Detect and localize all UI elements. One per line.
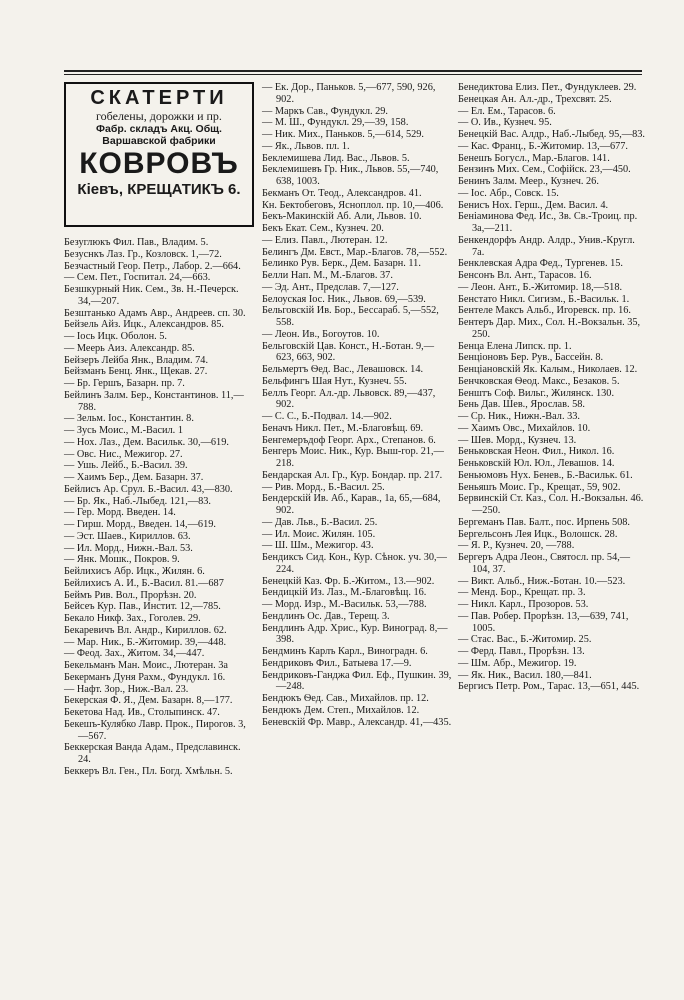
directory-entry: — Я. Р., Кузнеч. 20, —788. <box>458 540 575 552</box>
ad-brand: КОВРОВЪ <box>79 147 239 180</box>
directory-entry: Беневскiй Фр. Мавр., Александр. 41,—435. <box>262 716 452 728</box>
directory-entry: Беніаминова Фед. Ис., Зв. Св.-Троиц. пр. 3а,—211. <box>458 211 638 234</box>
directory-entry: Бейзель Айз. Ицк., Александров. 85. <box>64 319 224 331</box>
column-2 <box>262 82 452 728</box>
directory-entry: — Ср. Ник., Нижн.-Вал. 33. <box>458 411 580 422</box>
directory-entry: — Хаимъ Бер., Дем. Базарн. 37. <box>64 472 204 483</box>
directory-entry: — Рив. Морд., Б.-Васил. 25. <box>262 481 385 493</box>
directory-entry: Бекетова Над. Ив., Столыпинск. 47. <box>64 707 220 718</box>
directory-entry: Беккерская Ванда Адам., Предславинск. 24. <box>64 742 241 765</box>
directory-entry: Беначъ Никл. Пет., М.-Благовѣщ. 69. <box>262 422 424 434</box>
directory-entry: Бекерманъ Дуня Рахм., Фундукл. 16. <box>64 671 226 683</box>
column-3 <box>458 82 646 693</box>
directory-entry: — Як., Львов. пл. 1. <box>262 140 350 152</box>
directory-entry: Беймъ Рив. Вол., Прорѣзн. 20. <box>64 589 197 601</box>
directory-entry: Бендриковъ Фил., Батыева 17.—9. <box>262 657 412 669</box>
directory-entry: — С. С., Б.-Подвал. 14.—902. <box>262 411 392 422</box>
directory-entry: — Ил. Моис. Жилян. 105. <box>262 528 376 540</box>
directory-entry: — Морд. Изр., М.-Васильк. 53,—788. <box>262 599 427 610</box>
directory-entry: — Никл. Карл., Прозоров. 53. <box>458 599 589 610</box>
ad-line-3: Варшавской фабрики <box>102 135 216 147</box>
directory-entry: — Пав. Робер. Прорѣзн. 13,—639, 741, 1005. <box>458 610 629 634</box>
directory-entry: — Менд. Бор., Крещат. пр. 3. <box>458 587 586 599</box>
directory-entry: Безчастный Геор. Петр., Лабор. 2.—664. <box>64 260 241 272</box>
directory-entry: — Зельм. Iос., Константин. 8. <box>64 413 194 425</box>
directory-entry: Бенгемеръдоф Георг. Арх., Степанов. 6. <box>262 434 436 446</box>
directory-entry: — Мар. Ник., Б.-Житомир. 39,—448. <box>64 636 227 648</box>
directory-entry: — Гер. Морд. Введен. 14. <box>64 507 176 519</box>
directory-entry: — М. Ш., Фундукл. 29,—39, 158. <box>262 117 409 129</box>
directory-entry: Бергеманъ Пав. Балт., пос. Ирпень 508. <box>458 516 630 528</box>
directory-entry: Бендицкiй Из. Лаз., М.-Благовѣщ. 16. <box>262 587 427 599</box>
directory-entry: Бельфингъ Шая Нут., Кузнеч. 55. <box>262 375 407 387</box>
directory-entry: — Викт. Альб., Ниж.-Ботан. 10.—523. <box>458 575 626 587</box>
directory-entry: — Стас. Вас., Б.-Житомир. 25. <box>458 634 592 646</box>
directory-entry: — Сем. Пет., Госпитал. 24,—663. <box>64 272 211 284</box>
directory-entry: Бельговскiй Ив. Бор., Бессараб. 5,—552, 558. <box>262 305 439 328</box>
directory-entry: Бендминъ Карлъ Карл., Виноградн. 6. <box>262 646 428 657</box>
directory-entry: Бервинскiй Ст. Каз., Сол. Н.-Вокзальн. 46.—250. <box>458 493 644 516</box>
directory-entry: Бентеле Максъ Альб., Игоревск. пр. 16. <box>458 305 631 317</box>
directory-entry: Бельговскiй Цав. Конст., Н.-Ботан. 9,—623, 663, 902. <box>262 340 435 364</box>
directory-entry: Бенецкiй Каз. Фр. Б.-Житом., 13.—902. <box>262 575 435 587</box>
directory-entry: Бенешъ Богусл., Мар.-Благов. 141. <box>458 152 610 164</box>
directory-entry: — Кас. Франц., Б.-Житомир. 13,—677. <box>458 140 628 152</box>
directory-entry: Бейлисъ Ар. Срул. Б.-Васил. 43,—830. <box>64 483 233 495</box>
directory-entry: Бейсеъ Кур. Пав., Инстит. 12,—785. <box>64 601 221 613</box>
directory-entry: — Ш. Шм., Межигор. 43. <box>262 540 374 552</box>
directory-entry: Бентеръ Дар. Мих., Сол. Н.-Вокзальн. 35, 250. <box>458 317 641 340</box>
directory-entry: Белингъ Дм. Евст., Мар.-Благов. 78,—552. <box>262 246 448 258</box>
directory-entry: Бекъ Екат. Сем., Кузнеч. 20. <box>262 223 384 234</box>
directory-entry: Бергисъ Петр. Ром., Тарас. 13,—651, 445. <box>458 681 640 693</box>
entries-column-2 <box>262 82 452 728</box>
directory-entry: — Ушь. Лейб., Б.-Васил. 39. <box>64 460 188 472</box>
directory-entry: — Нох. Лаз., Дем. Васильк. 30,—619. <box>64 436 229 448</box>
directory-entry: — Iось Ицк. Оболон. 5. <box>64 331 167 342</box>
directory-entry: Бекаревичъ Вл. Андр., Кириллов. 62. <box>64 624 227 636</box>
directory-entry: Бенецкая Ан. Ал.-др., Трехсвят. 25. <box>458 93 612 105</box>
directory-entry: — Гирш. Морд., Введен. 14,—619. <box>64 519 216 530</box>
directory-entry: Бельмертъ Ѳед. Вас., Левашовск. 14. <box>262 364 424 375</box>
directory-entry: Бенца Елена Липск. пр. 1. <box>458 340 572 352</box>
directory-entry: Бенціоновъ Бер. Рув., Бассейн. 8. <box>458 352 604 364</box>
directory-entry: — Ел. Ем., Тарасов. 6. <box>458 105 556 117</box>
ad-city: Кiевъ, КРЕЩАТИКЪ 6. <box>77 181 241 198</box>
directory-entry: Бенецкiй Вас. Алдр., Наб.-Лыбед. 95,—83. <box>458 129 645 140</box>
directory-entry: Бекешъ-Кулябко Лавр. Прок., Пирогов. 3,—567. <box>64 718 246 742</box>
ad-line-2: Фабр. складъ Акц. Общ. <box>96 123 222 135</box>
directory-entry: Бекъ-Макинскiй Аб. Али, Львов. 10. <box>262 211 422 223</box>
directory-entry: — Эст. Шаев., Кириллов. 63. <box>64 530 191 542</box>
directory-entry: Бейлихисъ А. И., Б.-Васил. 81.—687 <box>64 577 224 589</box>
directory-entry: Бейлинъ Залм. Бер., Константинов. 11,—788. <box>64 389 244 413</box>
directory-entry: Бекманъ От. Теод., Александров. 41. <box>262 187 422 199</box>
directory-entry: Бенгеръ Моис. Ник., Кур. Выш-гор. 21,—218. <box>262 446 444 469</box>
column-1 <box>64 82 254 778</box>
advertisement-box <box>64 82 254 227</box>
directory-entry: — Ек. Дор., Паньков. 5,—677, 590, 926, 902. <box>262 82 436 105</box>
directory-entry: — Меерь Аиз. Александр. 85. <box>64 342 195 354</box>
directory-entry: — Нафт. Зор., Ниж.-Вал. 23. <box>64 683 189 695</box>
directory-entry: Бендерскiй Ив. Аб., Карав., 1а, 65,—684, 902. <box>262 493 441 516</box>
directory-entry: — Хаимъ Овс., Михайлов. 10. <box>458 422 591 434</box>
directory-entry: Белоуская Iос. Ник., Львов. 69,—539. <box>262 293 426 305</box>
directory-entry: — Дав. Льв., Б.-Васил. 25. <box>262 516 378 528</box>
directory-entry: Беньяшъ Моис. Гр., Крещат., 59, 902. <box>458 481 621 493</box>
directory-entry: — Iос. Абр., Совск. 15. <box>458 187 559 199</box>
directory-entry: Бейлихисъ Абр. Ицк., Жилян. 6. <box>64 566 205 577</box>
directory-entry: Бергеръ Адра Леон., Святосл. пр. 54,—104, 37. <box>458 552 631 575</box>
directory-entry: Безшкурный Ник. Сем., Зв. Н.-Печерск. 34,—207. <box>64 284 239 307</box>
directory-entry: Бенстато Никл. Сигизм., Б.-Васильк. 1. <box>458 293 630 305</box>
directory-entry: Бенштъ Соф. Вильг., Жилянск. 130. <box>458 387 615 399</box>
directory-entry: Бенціановскiй Як. Калым., Николаев. 12. <box>458 364 638 375</box>
directory-entry: Бенклевская Адра Фед., Тургенев. 15. <box>458 258 623 270</box>
directory-entry: Бенедиктова Елиз. Пет., Фундуклеев. 29. <box>458 82 637 93</box>
directory-entry: Бенчковская Ѳеод. Макс., Безаков. 5. <box>458 375 620 387</box>
directory-entry: — Бр. Як., Наб.-Лыбед. 121,—83. <box>64 495 211 507</box>
directory-entry: Беньковская Неон. Фил., Никол. 16. <box>458 446 615 458</box>
directory-entry: Безштанько Адамъ Авр., Андреев. сп. 30. <box>64 307 246 319</box>
directory-entry: Беккеръ Вл. Ген., Пл. Богд. Хмѣльн. 5. <box>64 765 233 777</box>
directory-entry: — О. Ив., Кузнеч. 95. <box>458 117 552 129</box>
ad-line-1: гобелены, дорожки и пр. <box>96 109 222 123</box>
directory-entry: — Маркъ Сав., Фундукл. 29. <box>262 105 389 117</box>
ad-title: СКАТЕРТИ <box>90 87 228 109</box>
directory-entry: Беньковскiй Юл. Юл., Левашов. 14. <box>458 458 615 469</box>
directory-entry: Кн. Бектобеговъ, Ясноплол. пр. 10,—406. <box>262 199 444 211</box>
directory-entry: — Ферд. Павл., Прорѣзн. 13. <box>458 646 585 657</box>
directory-entry: Беньюмовъ Нух. Бенев., Б.-Васильк. 61. <box>458 469 633 481</box>
directory-entry: Бергельсонъ Лея Ицк., Волошск. 28. <box>458 528 618 540</box>
directory-entry: Бендриковъ-Ганджа Фил. Еф., Пушкин. 39,—248. <box>262 669 452 693</box>
directory-entry: Беклемишева Лид. Вас., Львов. 5. <box>262 152 410 164</box>
directory-entry: Белинко Рув. Берк., Дем. Базарн. 11. <box>262 258 421 270</box>
directory-entry: Бендюкъ Ѳед. Сав., Михайлов. пр. 12. <box>262 693 429 704</box>
directory-entry: Бекельманъ Ман. Моис., Лютеран. 3а <box>64 660 229 671</box>
directory-entry: — Зусь Моис., М.-Васил. 1 <box>64 425 183 436</box>
directory-entry: Бендиксъ Сид. Кон., Кур. Сѣнок. уч. 30,—224. <box>262 552 447 575</box>
directory-entry: — Эд. Ант., Предслав. 7,—127. <box>262 281 399 293</box>
directory-entry: — Шм. Абр., Межигор. 19. <box>458 657 577 669</box>
directory-entry: Бендюкъ Дем. Степ., Михайлов. 12. <box>262 704 420 716</box>
entries-column-3 <box>458 82 646 693</box>
top-rule-thin <box>64 74 642 75</box>
directory-entry: Бекерская Ф. Я., Дем. Базарн. 8,—177. <box>64 695 233 707</box>
entries-column-1 <box>64 237 254 778</box>
directory-entry: Бень Дав. Шев., Ярослав. 58. <box>458 399 585 411</box>
directory-entry: Безуснкъ Лаз. Гр., Козловск. 1,—72. <box>64 248 222 260</box>
directory-entry: Бензинъ Мих. Сем., Софiйск. 23,—450. <box>458 164 631 176</box>
directory-entry: — Ил. Морд., Нижн.-Вал. 53. <box>64 542 193 554</box>
directory-entry: — Овс. Нис., Межигор. 27. <box>64 448 183 460</box>
directory-entry: Бенсонъ Вл. Ант., Тарасов. 16. <box>458 270 592 281</box>
top-rule <box>64 70 642 72</box>
directory-entry: Бенинъ Залм. Меер., Кузнеч. 26. <box>458 176 599 187</box>
directory-entry: Беклемишевъ Гр. Ник., Львов. 55,—740, 638, 1003. <box>262 164 439 187</box>
directory-entry: Бендарская Ал. Гр., Кур. Бондар. пр. 217. <box>262 469 443 481</box>
directory-entry: Бендлинъ Адр. Хрис., Кур. Виноград. 8,—398. <box>262 622 448 646</box>
directory-entry: Бендлинъ Ос. Дав., Терещ. 3. <box>262 610 390 622</box>
directory-entry: — Елиз. Павл., Лютеран. 12. <box>262 234 388 246</box>
directory-entry: — Шев. Морд., Кузнеч. 13. <box>458 434 577 446</box>
directory-entry: Белли Нап. М., М.-Благов. 37. <box>262 270 393 281</box>
directory-entry: Бейзманъ Бенц. Янк., Щекав. 27. <box>64 366 208 378</box>
directory-entry: — Бр. Гершъ, Базарн. пр. 7. <box>64 378 185 389</box>
directory-entry: — Леон. Ив., Богоутов. 10. <box>262 328 380 340</box>
directory-entry: — Феод. Зах., Житом. 34,—447. <box>64 648 205 660</box>
directory-entry: — Леон. Ант., Б.-Житомир. 18,—518. <box>458 281 623 293</box>
directory-entry: — Ник. Мих., Паньков. 5,—614, 529. <box>262 129 424 140</box>
directory-entry: Бейзеръ Лейба Янк., Владим. 74. <box>64 354 209 366</box>
directory-entry: Безуглюкъ Фил. Пав., Владим. 5. <box>64 237 209 248</box>
directory-entry: Бенкендорфъ Андр. Алдр., Унив.-Кругл. 7а. <box>458 234 635 258</box>
directory-entry: — Як. Ник., Васил. 180,—841. <box>458 669 592 681</box>
directory-entry: Бекало Никф. Зах., Гоголев. 29. <box>64 613 201 624</box>
directory-entry: Бенисъ Нох. Герш., Дем. Васил. 4. <box>458 199 609 211</box>
directory-entry: — Янк. Мошк., Покров. 9. <box>64 554 180 566</box>
directory-entry: Беллъ Георг. Ал.-др. Львовск. 89,—437, 902. <box>262 387 436 411</box>
